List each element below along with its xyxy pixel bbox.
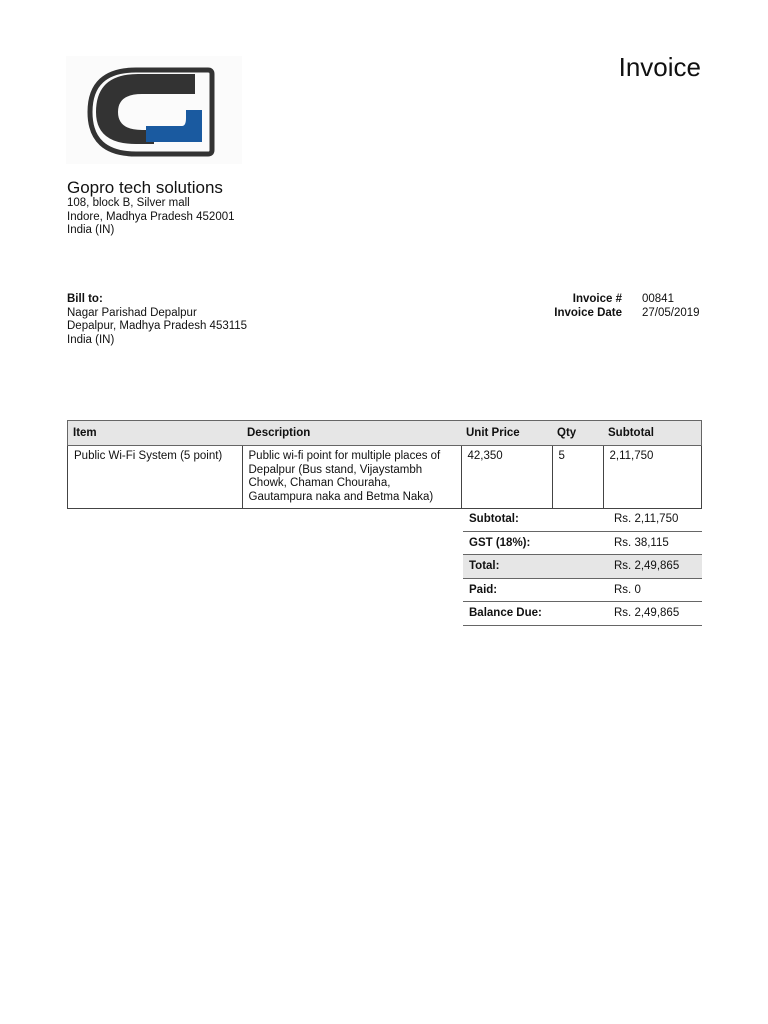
company-logo — [66, 56, 242, 164]
invoice-number-label: Invoice # — [572, 293, 622, 305]
bill-to-label: Bill to: — [67, 293, 103, 305]
totals-label: Subtotal: — [469, 513, 519, 526]
totals-block — [463, 508, 702, 626]
invoice-date-value: 27/05/2019 — [642, 306, 700, 319]
company-address — [67, 197, 235, 238]
header-subtotal: Subtotal — [603, 421, 702, 446]
totals-label: Paid: — [469, 583, 498, 596]
totals-value: Rs. 2,49,865 — [614, 607, 680, 620]
header-unit-price: Unit Price — [461, 421, 552, 446]
invoice-date-row — [480, 307, 702, 321]
totals-row-gst — [463, 532, 702, 556]
company-address-line: 108, block B, Silver mall — [67, 197, 190, 209]
company-address-line: India (IN) — [67, 224, 115, 236]
bill-to-block — [67, 293, 247, 347]
document-title: Invoice — [618, 52, 701, 82]
company-name: Gopro tech solutions — [67, 178, 223, 197]
company-logo-icon — [66, 56, 242, 164]
cell-item: Public Wi-Fi System (5 point) — [68, 446, 243, 509]
cell-qty: 5 — [552, 446, 603, 509]
table-header-row — [68, 421, 702, 446]
totals-row-total — [463, 555, 702, 579]
totals-label: Total: — [469, 560, 500, 573]
header-item: Item — [68, 421, 243, 446]
invoice-date-label: Invoice Date — [554, 306, 622, 319]
header-description: Description — [242, 421, 461, 446]
cell-unit-price: 42,350 — [461, 446, 552, 509]
totals-value: Rs. 38,115 — [614, 536, 669, 549]
company-address-line: Indore, Madhya Pradesh 452001 — [67, 210, 235, 223]
bill-to-line: Depalpur, Madhya Pradesh 453115 — [67, 320, 248, 332]
totals-row-balance-due — [463, 602, 702, 626]
invoice-meta — [480, 293, 702, 320]
totals-row-paid — [463, 579, 702, 603]
bill-to-line: Nagar Parishad Depalpur — [67, 306, 197, 319]
totals-label: Balance Due: — [469, 607, 542, 620]
cell-description: Public wi-fi point for multiple places of Depalpur (Bus stand, Vijaystambh Chowk, Chaman Chouraha, Gautampura naka and Betma Naka) — [242, 446, 461, 509]
table-row — [68, 446, 702, 509]
totals-value: Rs. 0 — [614, 583, 641, 596]
header-qty: Qty — [552, 421, 603, 446]
bill-to-line: India (IN) — [67, 333, 115, 346]
totals-label: GST (18%): — [469, 536, 531, 549]
invoice-number-value: 00841 — [642, 293, 674, 305]
totals-row-subtotal — [463, 508, 702, 532]
cell-subtotal: 2,11,750 — [603, 446, 702, 509]
totals-value: Rs. 2,49,865 — [614, 560, 680, 573]
totals-value: Rs. 2,11,750 — [614, 513, 679, 526]
invoice-number-row — [480, 293, 702, 307]
items-table — [67, 420, 702, 509]
